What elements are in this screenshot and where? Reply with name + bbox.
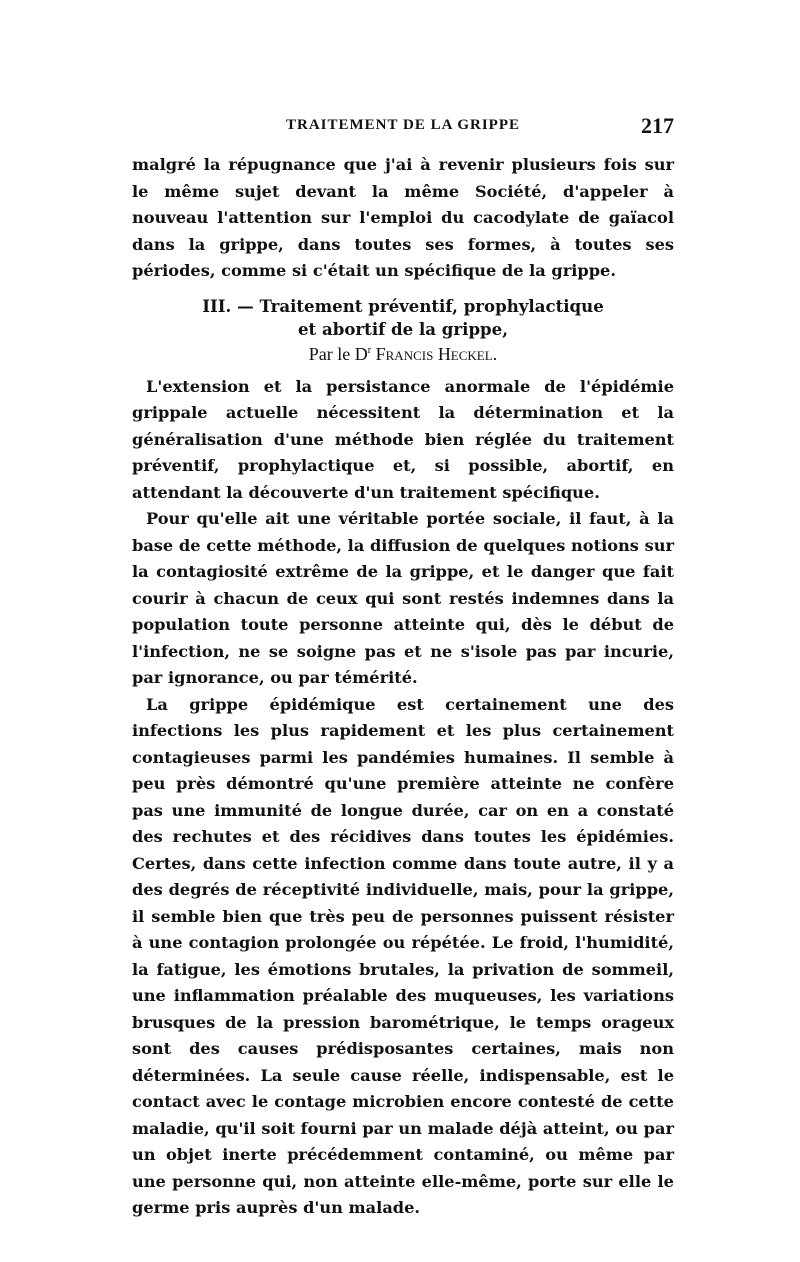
- paragraph-2: Pour qu'elle ait une véritable portée sociale, il faut, à la base de cette méthode, la diffusion de quelques notions sur la contagiosité extrême de la grippe, et le danger que fait courir à chacun de ceux qui sont restés indemnes dans la population toute personne atteinte qui, dès le début de l'infection, ne se soigne pas et ne s'isole pas par incurie, par ignorance, ou par témérité.: [132, 509, 674, 687]
- body-text: [132, 152, 674, 1222]
- paragraph-3: La grippe épidémique est certainement une des infections les plus rapidement et les plus certainement contagieuses parmi les pandémies humaines. Il semble à peu près démontré qu'une première atteinte ne confère pas une immunité de longue durée, car on en a constaté des rechutes et des récidives dans toutes les épidémies. Certes, dans cette infection comme dans toute autre, il y a des degrés de réceptivité individuelle, mais, pour la grippe, il semble bien que très peu de personnes puissent résister à une contagion prolongée ou répétée. Le froid, l'humidité, la fatigue, les émotions brutales, la privation de sommeil, une inflammation préalable des muqueuses, les variations brusques de la pression barométrique, le temps orageux sont des causes prédisposantes certaines, mais non déterminées. La seule cause réelle, indispensable, est le contact avec le contage microbien encore contesté de cette maladie, qu'il soit fourni par un malade déjà atteint, ou par un objet inerte précédemment contaminé, ou même par une personne qui, non atteinte elle-même, porte sur elle le germe pris auprès d'un malade.: [132, 694, 674, 1217]
- paragraph-1: L'extension et la persistance anormale de l'épidémie grippale actuelle nécessitent la détermination et la généralisation d'une méthode bien réglée du traitement préventif, prophylactique et, si possible, abortif, en attendant la découverte d'un traitement spécifique.: [132, 376, 674, 502]
- author-name: Francis Heckel.: [375, 343, 498, 364]
- running-title: TRAITEMENT DE LA GRIPPE: [285, 117, 520, 133]
- opening-paragraph: malgré la répugnance que j'ai à revenir plusieurs fois sur le même sujet devant la même Société, d'appeler à nouveau l'attention sur l'emploi du cacodylate de gaïacol dans la grippe, dans toutes ses formes, à toutes ses périodes, comme si c'était un spécifique de la grippe.: [132, 155, 674, 280]
- author-byline: [132, 341, 674, 368]
- page-header: [132, 113, 674, 139]
- page-number: 217: [641, 113, 674, 138]
- section-title-line2: et abortif de la grippe,: [297, 318, 508, 339]
- section-title-line1: III. — Traitement préventif, prophylactique: [202, 295, 604, 316]
- byline-superscript: r: [367, 344, 372, 356]
- section-heading: [132, 295, 674, 368]
- byline-prefix: Par le D: [308, 343, 368, 364]
